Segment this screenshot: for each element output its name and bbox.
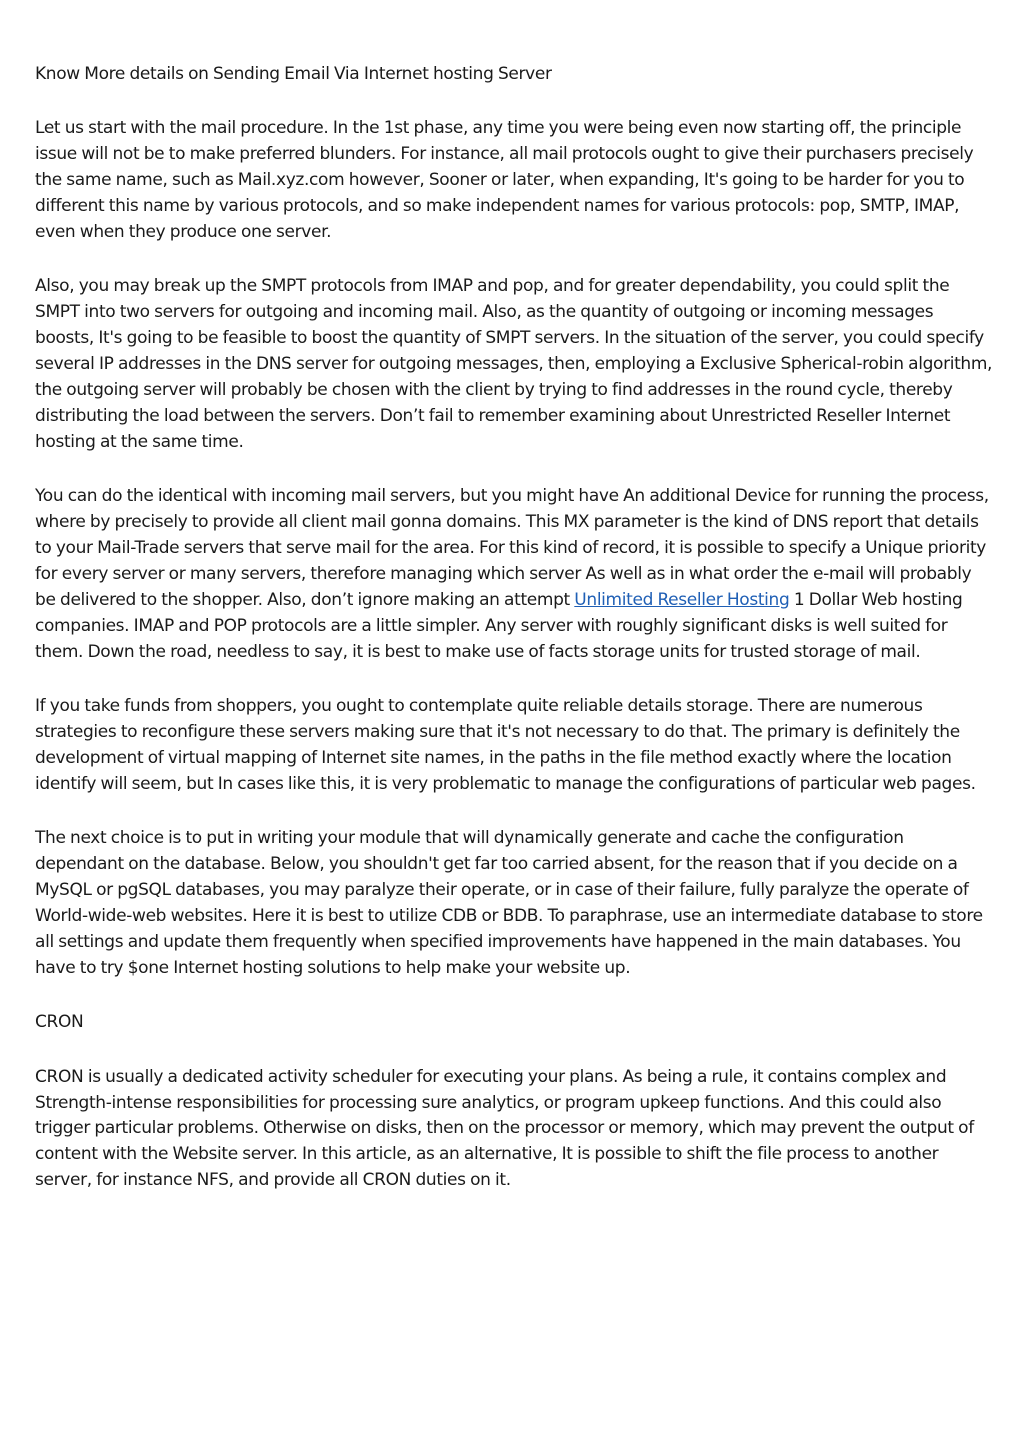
paragraph-mail-procedure: Let us start with the mail procedure. In the 1st phase, any time you were being even now starting off, the principle issue will not be to make preferred blunders. For instance, all mail protocols ought to give their purchasers precisely the same name, such as Mail.xyz.com however, Sooner or later, when expanding, It's going to be harder for you to different this name by various protocols, and so make independent names for various protocols: pop, SMTP, IMAP, even when they produce one server.	[35, 118, 974, 243]
paragraph-incoming-mail-text-end: 1 Dollar Web hosting companies. IMAP and POP protocols are a little simpler. Any server with roughly significant disks is well suited for them. Down the road, needless to say, it is best to make use of facts storage units for trusted storage of mail.	[35, 589, 963, 662]
paragraph-module-config: The next choice is to put in writing your module that will dynamically generate and cache the configuration dependant on the database. Below, you shouldn't get far too carried absent, for the reason that if you decide on a MySQL or pgSQL databases, you may paralyze their operate, or in case of their failure, fully paralyze the operate of World-wide-web websites. Here it is best to utilize CDB or BDB. To paraphrase, use an intermediate database to store all settings and update them frequently when specified improvements have happened in the main databases. You have to try $one Internet hosting solutions to help make your website up.	[35, 828, 983, 978]
paragraph-smpt-protocols: Also, you may break up the SMPT protocols from IMAP and pop, and for greater dependability, you could split the SMPT into two servers for outgoing and incoming mail. Also, as the quantity of outgoing or incoming messages boosts, It's going to be feasible to boost the quantity of SMPT servers. In the situation of the server, you could specify several IP addresses in the DNS server for outgoing messages, then, employing a Exclusive Spherical-robin algorithm, the outgoing server will probably be chosen with the client by trying to find addresses in the round cycle, thereby distributing the load between the servers. Don’t fail to remember examining about Unrestricted Reseller Internet hosting at the same time.	[35, 276, 993, 452]
document-page	[35, 62, 993, 1223]
paragraph-cron: CRON is usually a dedicated activity scheduler for executing your plans. As being a rule, it contains complex and Strength-intense responsibilities for processing sure analytics, or program upkeep functions. And this could also trigger particular problems. Otherwise on disks, then on the processor or memory, which may prevent the output of content with the Website server. In this article, as an alternative, It is possible to shift the file process to another server, for instance NFS, and provide all CRON duties on it.	[35, 1066, 974, 1191]
paragraph-data-storage: If you take funds from shoppers, you ought to contemplate quite reliable details storage. There are numerous strategies to reconfigure these servers making sure that it's not necessary to do that. The primary is definitely the development of virtual mapping of Internet site names, in the paths in the file method exactly where the location identify will seem, but In cases like this, it is very problematic to manage the configurations of particular web pages.	[35, 696, 976, 794]
unlimited-reseller-hosting-link[interactable]: Unlimited Reseller Hosting	[574, 589, 790, 610]
paragraph-incoming-mail-text-start: You can do the identical with incoming mail servers, but you might have An additional Device for running the process, where by precisely to provide all client mail gonna domains. This MX parameter is the kind of DNS report that details to your Mail-Trade servers that serve mail for the area. For this kind of record, it is possible to specify a Unique priority for every server or many servers, therefore managing which server As well as in what order the e-mail will probably be delivered to the shopper. Also, don’t ignore making an attempt	[35, 486, 989, 610]
document-title: Know More details on Sending Email Via Internet hosting Server	[35, 64, 552, 84]
heading-cron: CRON	[35, 1012, 84, 1033]
paragraph-incoming-mail	[35, 484, 993, 665]
